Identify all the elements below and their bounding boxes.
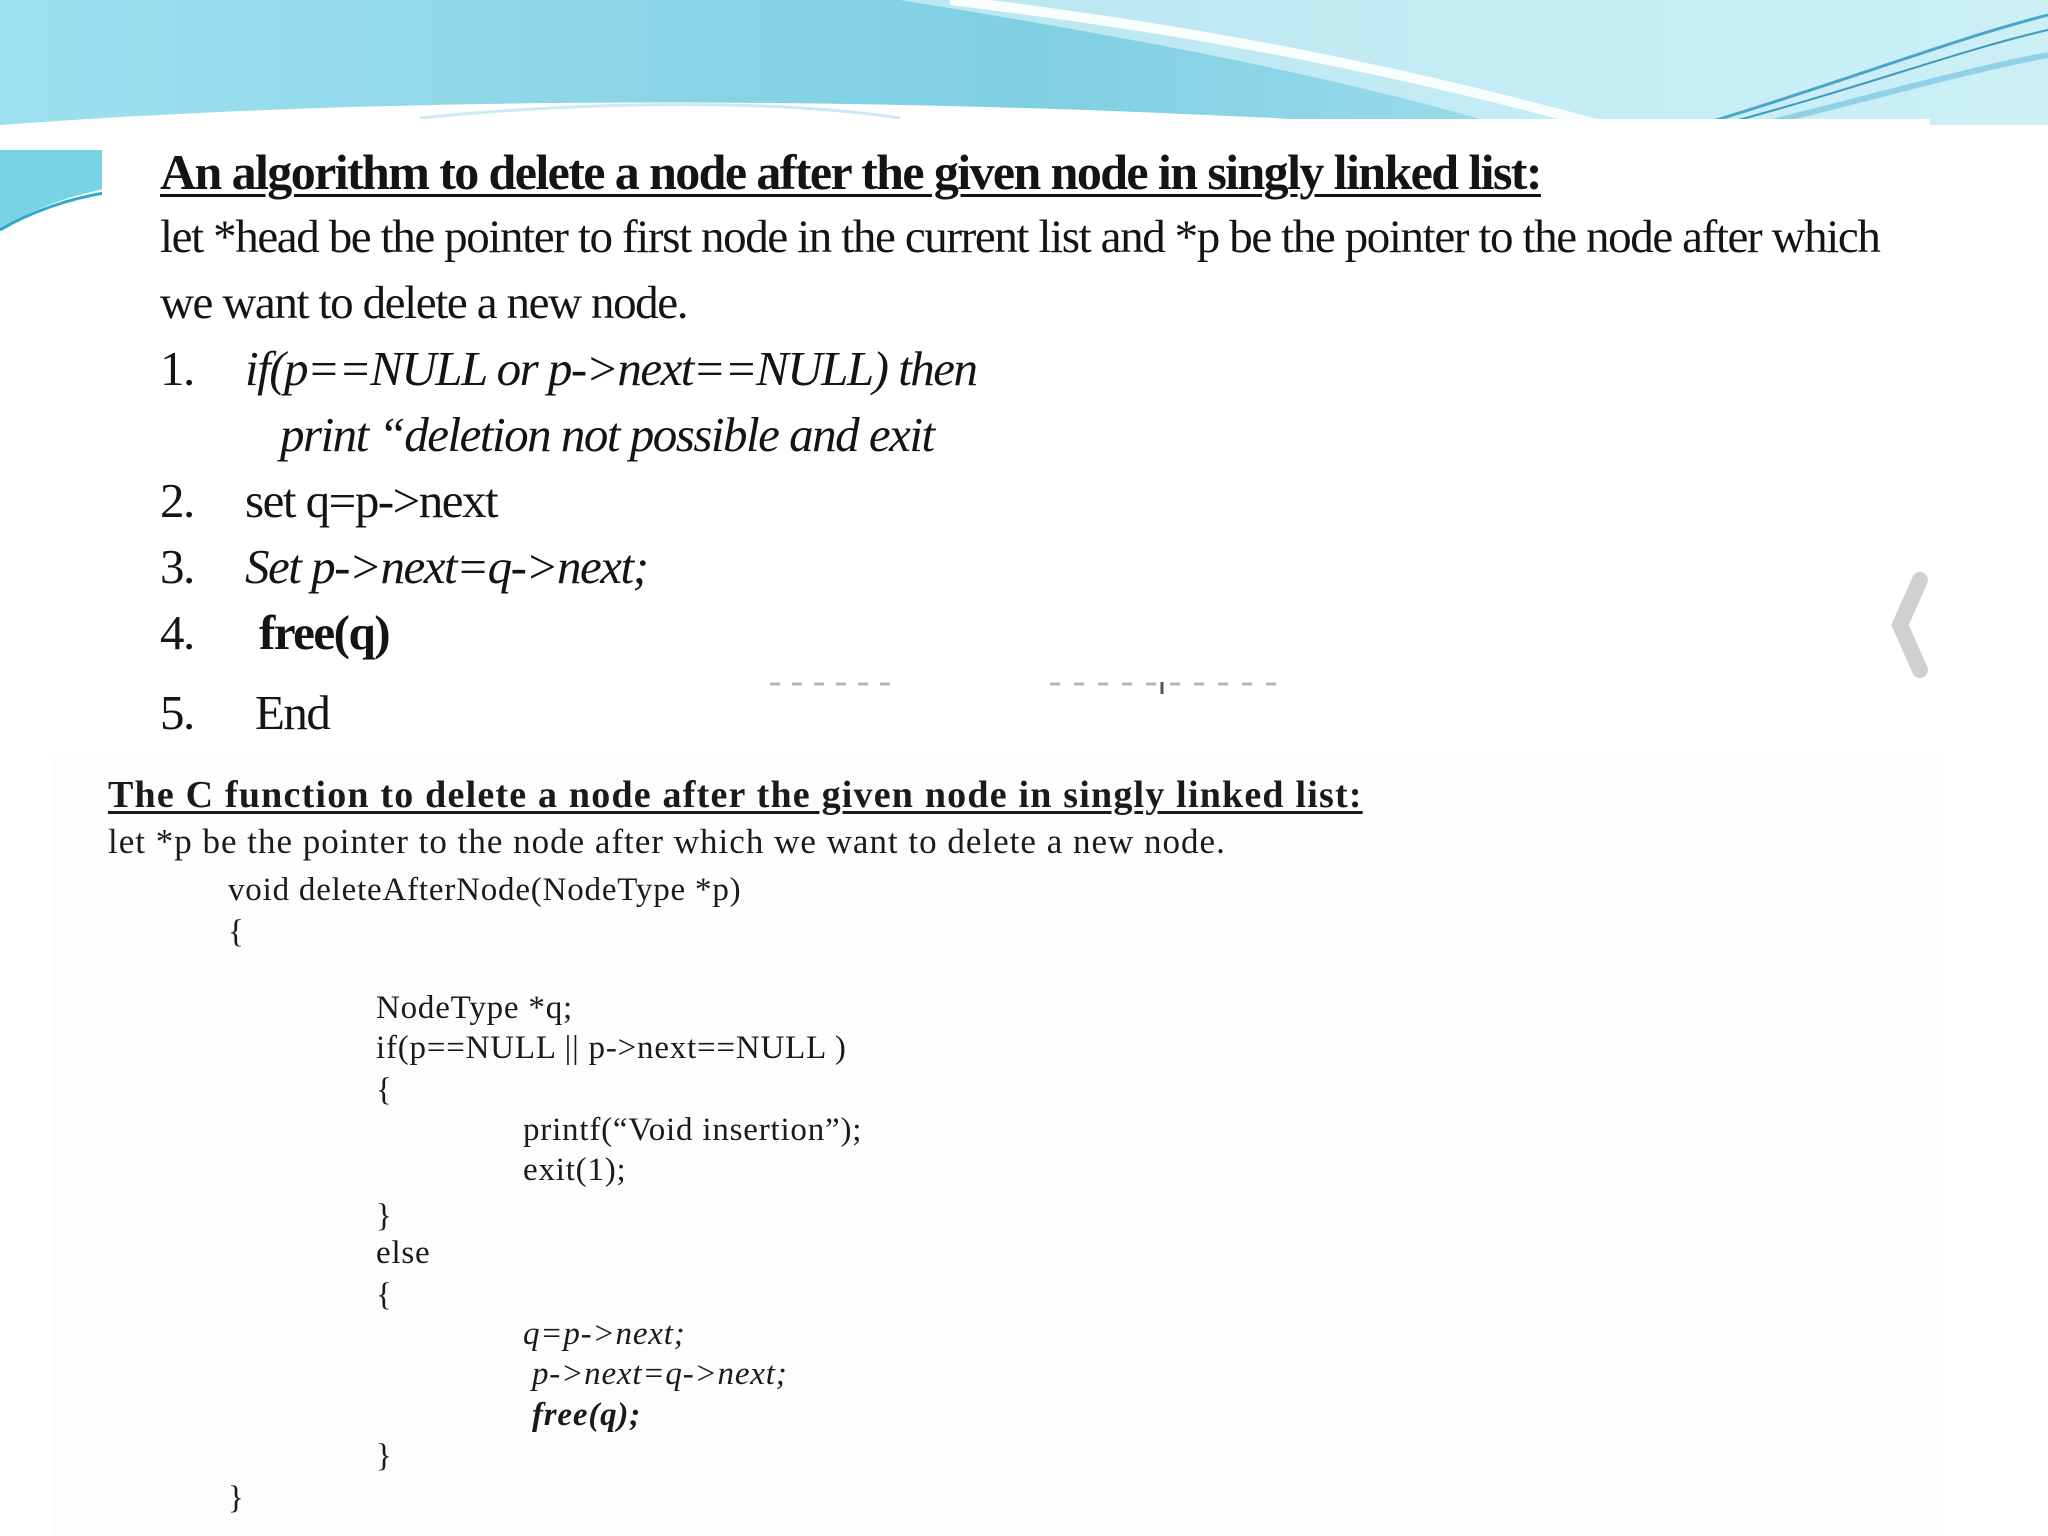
- left-swoosh-decoration: [0, 150, 110, 240]
- step-text: free(q): [259, 605, 390, 660]
- algorithm-steps: [160, 336, 1920, 746]
- code-line: {: [228, 914, 245, 950]
- code-line: p->next=q->next;: [532, 1356, 788, 1392]
- code-line: }: [376, 1198, 393, 1234]
- cfunction-title: The C function to delete a node after the given node in singly linked list:: [108, 774, 1363, 816]
- code-line: }: [376, 1438, 393, 1474]
- algorithm-step-1: [160, 336, 1920, 402]
- code-line: {: [376, 1072, 393, 1108]
- algorithm-section: [160, 140, 1920, 746]
- algorithm-step-3: [160, 534, 1920, 600]
- code-line: q=p->next;: [523, 1316, 686, 1352]
- code-line: else: [376, 1235, 431, 1271]
- code-line: }: [228, 1480, 245, 1516]
- step-text: End: [255, 685, 330, 740]
- step-number: 3.: [160, 539, 194, 594]
- cfunction-section: [108, 770, 1908, 864]
- code-line: free(q);: [532, 1397, 641, 1433]
- step-number: 5.: [160, 685, 194, 740]
- algorithm-step-4: [160, 600, 1920, 666]
- cfunction-intro: let *p be the pointer to the node after which we want to delete a new node.: [108, 822, 1226, 861]
- code-line: printf(“Void insertion”);: [523, 1112, 863, 1148]
- step-text: if(p==NULL or p->next==NULL) then: [245, 341, 977, 396]
- step-number: 1.: [160, 341, 194, 396]
- code-line: {: [376, 1277, 393, 1313]
- algorithm-title: An algorithm to delete a node after the given node in singly linked list:: [160, 144, 1541, 200]
- algorithm-intro: let *head be the pointer to first node in the current list and *p be the pointer to the node after which we want to delete a new node.: [160, 211, 1880, 329]
- step-text: Set p->next=q->next;: [245, 539, 648, 594]
- code-line: exit(1);: [523, 1152, 627, 1188]
- code-line: NodeType *q;: [376, 990, 573, 1026]
- algorithm-step-2: [160, 468, 1920, 534]
- code-line: void deleteAfterNode(NodeType *p): [228, 872, 742, 908]
- step-number: 2.: [160, 473, 194, 528]
- code-line: if(p==NULL || p->next==NULL ): [376, 1030, 847, 1066]
- algorithm-step-5: [160, 680, 1920, 746]
- algorithm-step-1-sub: print “deletion not possible and exit: [280, 407, 934, 462]
- step-text: set q=p->next: [245, 473, 498, 528]
- step-number: 4.: [160, 605, 194, 660]
